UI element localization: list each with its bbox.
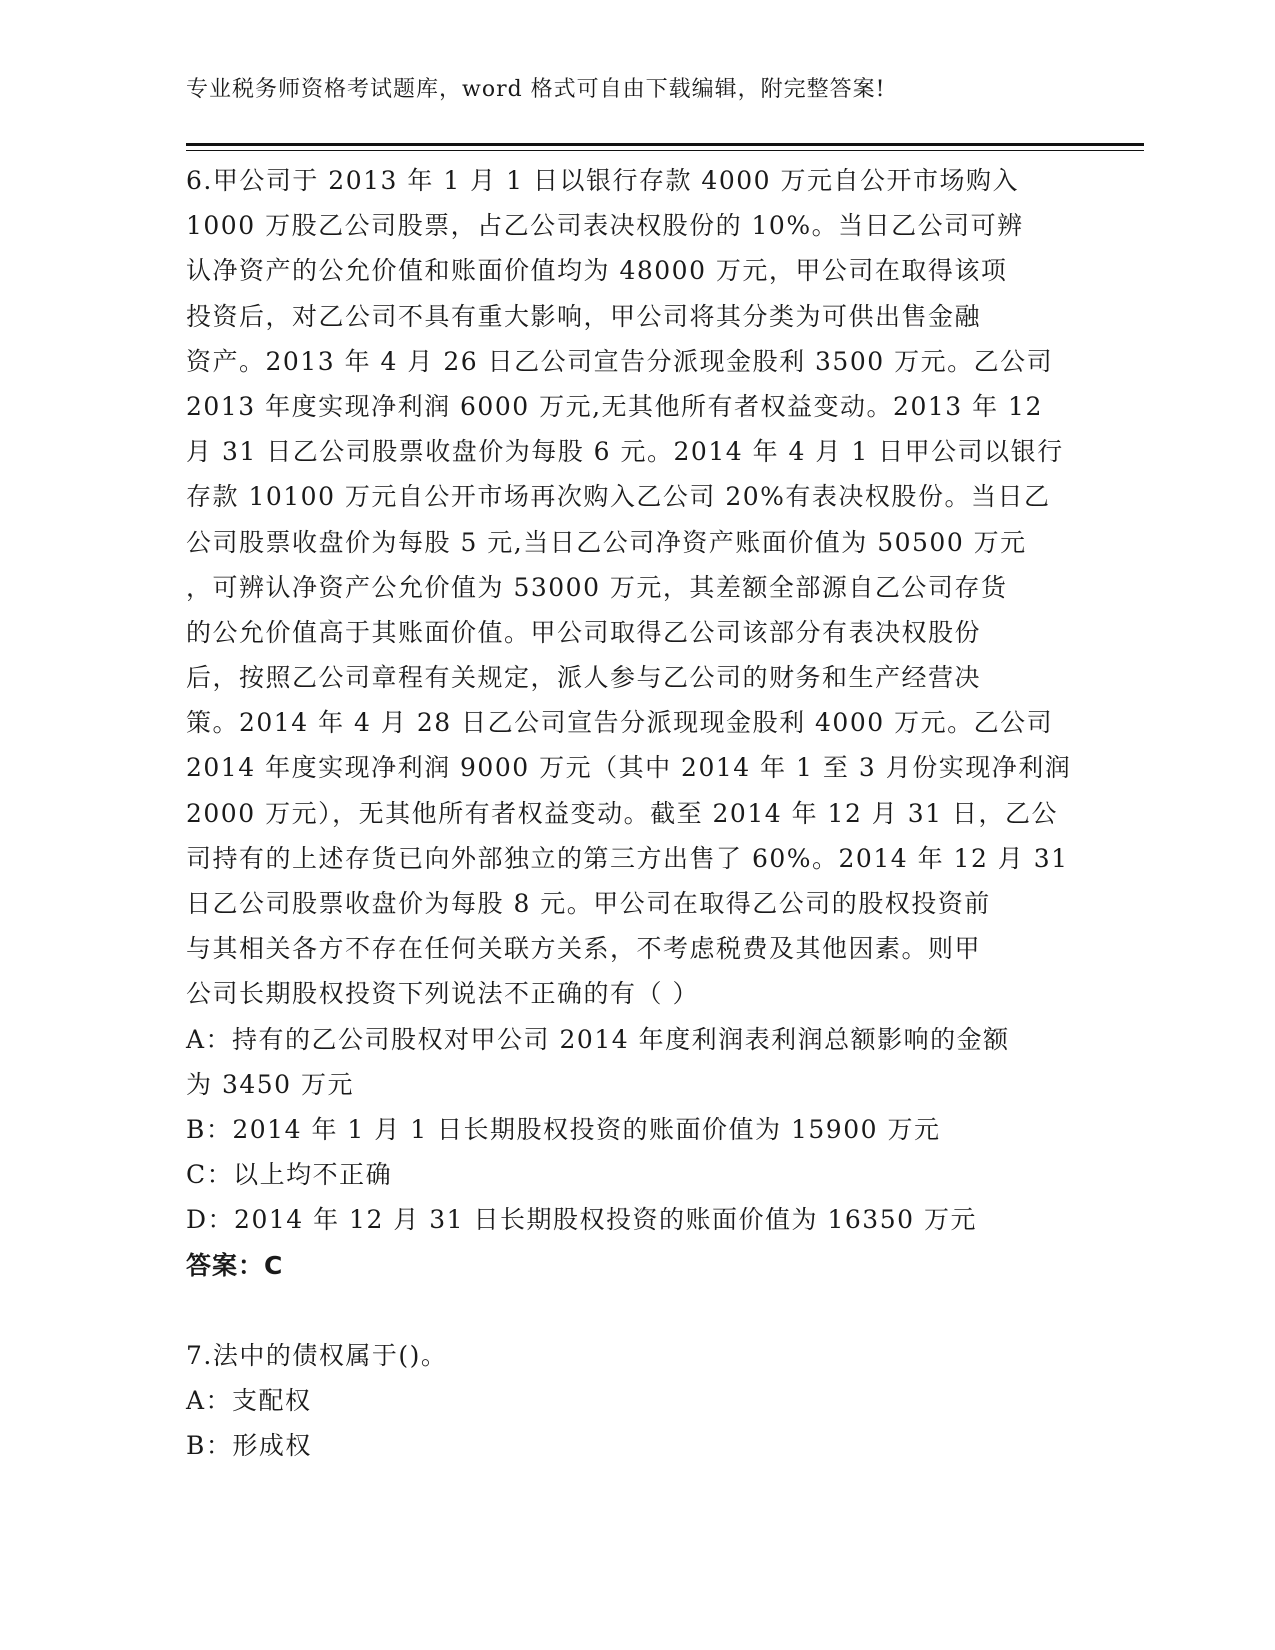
question-stem-line: 公司长期股权投资下列说法不正确的有（ ） [186,979,699,1009]
question-stem-line: 与其相关各方不存在任何关联方关系，不考虑税费及其他因素。则甲 [186,934,982,964]
question-stem-line: 2013 年度实现净利润 6000 万元,无其他所有者权益变动。2013 年 12 [186,391,1043,421]
question-stem-line: 司持有的上述存货已向外部独立的第三方出售了 60%。2014 年 12 月 31 [186,843,1069,873]
header-divider-thin [186,150,1144,151]
option-c: C：以上均不正确 [186,1160,393,1190]
option-a-continued: 为 3450 万元 [186,1069,355,1099]
question-stem-line: 投资后，对乙公司不具有重大影响，甲公司将其分类为可供出售金融 [186,301,982,331]
question-stem-line: 7.法中的债权属于()。 [186,1340,448,1370]
option-a: A：持有的乙公司股权对甲公司 2014 年度利润表利润总额影响的金额 [186,1024,1010,1054]
question-stem-line: 月 31 日乙公司股票收盘价为每股 6 元。2014 年 4 月 1 日甲公司以银行 [186,437,1064,467]
option-b: B：2014 年 1 月 1 日长期股权投资的账面价值为 15900 万元 [186,1114,941,1144]
question-stem-line: 资产。2013 年 4 月 26 日乙公司宣告分派现金股利 3500 万元。乙公司 [186,346,1054,376]
option-a: A：支配权 [186,1386,312,1416]
option-b: B：形成权 [186,1431,312,1461]
page-header: 专业税务师资格考试题库，word 格式可自由下载编辑，附完整答案! [186,77,886,102]
question-stem-line: 6.甲公司于 2013 年 1 月 1 日以银行存款 4000 万元自公开市场购入 [186,166,1019,195]
question-stem-line: 公司股票收盘价为每股 5 元,当日乙公司净资产账面价值为 50500 万元 [186,527,1027,557]
question-stem-line: 2014 年度实现净利润 9000 万元（其中 2014 年 1 至 3 月份实现净利润 [186,753,1072,783]
question-stem-line: 2000 万元），无其他所有者权益变动。截至 2014 年 12 月 31 日，乙公 [186,798,1058,828]
option-d: D：2014 年 12 月 31 日长期股权投资的账面价值为 16350 万元 [186,1205,977,1235]
question-stem-line: 日乙公司股票收盘价为每股 8 元。甲公司在取得乙公司的股权投资前 [186,889,991,918]
question-stem-line: 的公允价值高于其账面价值。甲公司取得乙公司该部分有表决权股份 [186,617,982,647]
question-stem-line: ，可辨认净资产公允价值为 53000 万元，其差额全部源自乙公司存货 [186,572,1008,602]
question-stem-line: 后，按照乙公司章程有关规定，派人参与乙公司的财务和生产经营决 [186,663,982,693]
question-6 [186,158,1086,1288]
answer-label: 答案：C [186,1250,284,1280]
header-divider-thick [186,143,1144,146]
document-body [186,158,1086,1468]
question-stem-line: 策。2014 年 4 月 28 日乙公司宣告分派现现金股利 4000 万元。乙公司 [186,708,1054,738]
question-stem-line: 存款 10100 万元自公开市场再次购入乙公司 20%有表决权股份。当日乙 [186,482,1051,512]
question-stem-line: 1000 万股乙公司股票，占乙公司表决权股份的 10%。当日乙公司可辨 [186,211,1024,241]
question-stem-line: 认净资产的公允价值和账面价值均为 48000 万元，甲公司在取得该项 [186,256,1008,286]
question-gap [186,1288,1086,1333]
question-7 [186,1333,1086,1469]
